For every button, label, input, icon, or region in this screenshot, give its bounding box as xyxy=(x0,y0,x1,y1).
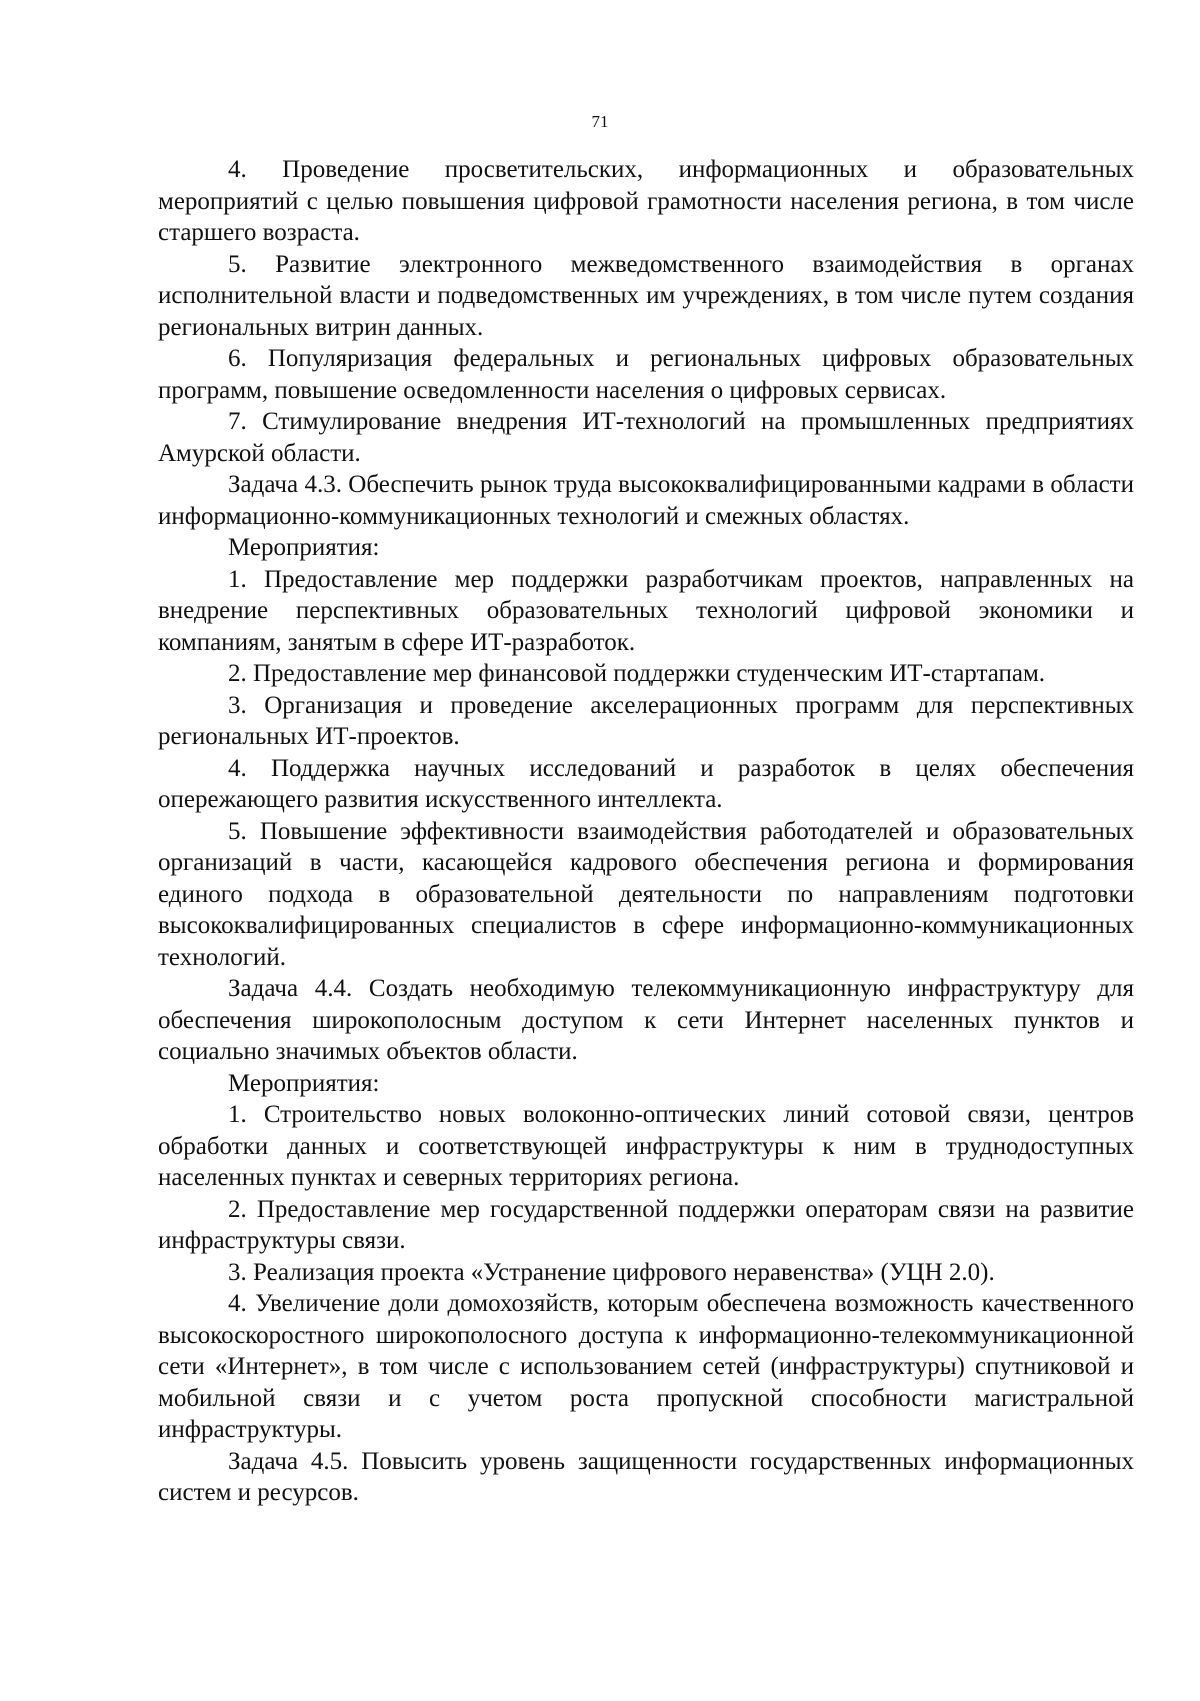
list-item: 3. Организация и проведение акселерационных программ для перспективных региональных ИТ-проектов. xyxy=(158,691,1134,750)
list-item: 4. Увеличение доли домохозяйств, которым обеспечена возможность качественного высокоскоростного широкополосного доступа к информационно-телекоммуникационной сети «Интернет», в том числе с использованием сетей (инфраструктуры) спутниковой и мобильной связи и с учетом роста пропускной способности магистральной инфраструктуры. xyxy=(158,1290,1134,1443)
list-item: 4. Проведение просветительских, информационных и образовательных мероприятий с целью повышения цифровой грамотности населения региона, в том числе старшего возраста. xyxy=(158,156,1134,246)
list-item: 7. Стимулирование внедрения ИТ-технологий на промышленных предприятиях Амурской области. xyxy=(158,408,1134,467)
task-heading: Задача 4.3. Обеспечить рынок труда высококвалифицированными кадрами в области информационно-коммуникационных технологий и смежных областях. xyxy=(158,471,1134,530)
page-number: 71 xyxy=(591,112,609,131)
section-label: Мероприятия: xyxy=(228,1069,380,1097)
list-item: 2. Предоставление мер государственной поддержки операторам связи на развитие инфраструктуры связи. xyxy=(158,1195,1134,1254)
list-item: 5. Развитие электронного межведомственного взаимодействия в органах исполнительной власти и подведомственных им учреждениях, в том числе путем создания региональных витрин данных. xyxy=(158,250,1134,341)
list-item: 1. Предоставление мер поддержки разработчикам проектов, направленных на внедрение перспективных образовательных технологий цифровой экономики и компаниям, занятым в сфере ИТ-разработок. xyxy=(158,565,1134,656)
list-item: 2. Предоставление мер финансовой поддержки студенческим ИТ-стартапам. xyxy=(228,660,1046,687)
list-item: 1. Строительство новых волоконно-оптических линий сотовой связи, центров обработки данных и соответствующей инфраструктуры к ним в труднодоступных населенных пунктах и северных территориях региона. xyxy=(158,1101,1134,1191)
task-heading: Задача 4.5. Повысить уровень защищенности государственных информационных систем и ресурсов. xyxy=(158,1447,1134,1506)
list-item: 3. Реализация проекта «Устранение цифрового неравенства» (УЦН 2.0). xyxy=(228,1258,995,1286)
task-heading: Задача 4.4. Создать необходимую телекоммуникационную инфраструктуру для обеспечения широкополосным доступом к сети Интернет населенных пунктов и социально значимых объектов области. xyxy=(158,975,1134,1065)
section-label: Мероприятия: xyxy=(228,534,380,561)
list-item: 4. Поддержка научных исследований и разработок в целях обеспечения опережающего развития искусственного интеллекта. xyxy=(158,754,1134,813)
document-body xyxy=(158,154,1134,1509)
list-item: 6. Популяризация федеральных и региональных цифровых образовательных программ, повышение осведомленности населения о цифровых сервисах. xyxy=(158,345,1134,404)
list-item: 5. Повышение эффективности взаимодействия работодателей и образовательных организаций в части, касающейся кадрового обеспечения региона и формирования единого подхода в образовательной деятельности по направлениям подготовки высококвалифицированных специалистов в сфере информационно-коммуникационных технологий. xyxy=(158,817,1134,971)
